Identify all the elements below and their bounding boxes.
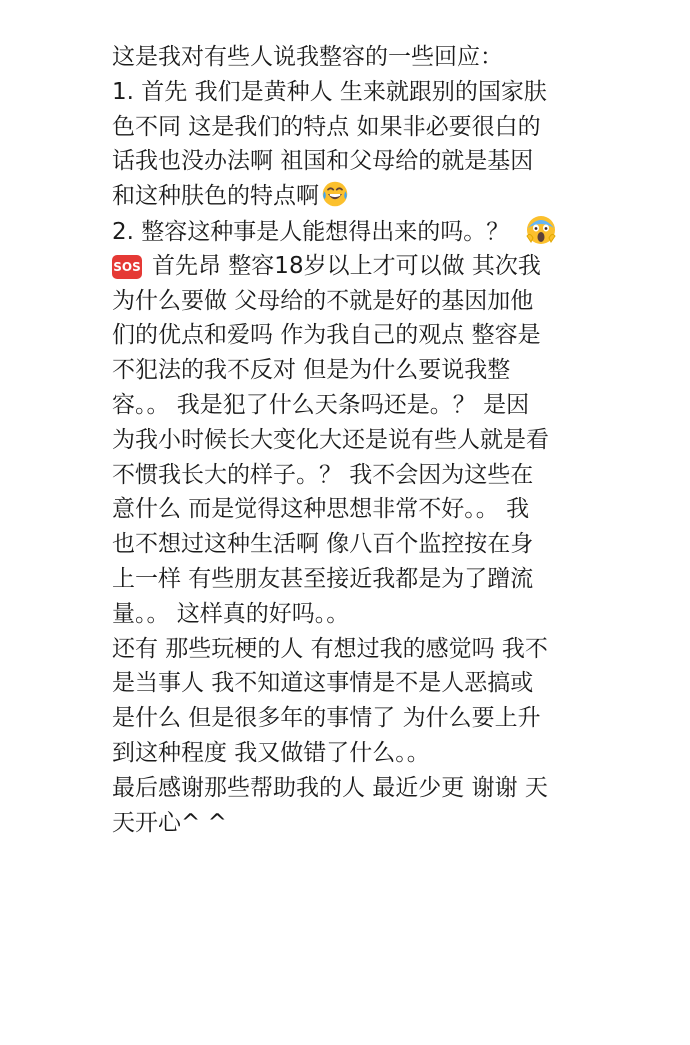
text-line-with-icon (112, 249, 582, 284)
text-line: 不惯我长大的样子。？ 我不会因为这些在 (112, 461, 534, 488)
post-text (112, 40, 582, 840)
text-line: 意什么 而是觉得这种思想非常不好。。 我 (112, 496, 530, 523)
text-line: 1. 首先 我们是黄种人 生来就跟别的国家肤 (112, 78, 547, 105)
text-line: 也不想过这种生活啊 像八百个监控按在身 (112, 531, 534, 558)
text-line: 是当事人 我不知道这事情是不是人恶搞或 (112, 670, 534, 697)
text-line: 为什么要做 父母给的不就是好的基因加他 (112, 287, 534, 314)
text-line: 们的优点和爱吗 作为我自己的观点 整容是 (112, 322, 541, 349)
text-line-with-emoji (112, 214, 582, 249)
sos-button-icon: SOS (112, 255, 142, 279)
text-line: 为我小时候长大变化大还是说有些人就是看 (112, 426, 549, 453)
text-line-content: 和这种肤色的特点啊 (112, 183, 319, 210)
text-line-content: 2. 整容这种事是人能想得出来的吗。？ (112, 218, 510, 245)
text-line: 是什么 但是很多年的事情了 为什么要上升 (112, 705, 541, 732)
text-line: 天开心^ ^ (112, 809, 227, 836)
text-line-content: 首先昂 整容18岁以上才可以做 其次我 (152, 252, 541, 279)
face-with-tears-of-joy-icon (321, 180, 349, 208)
text-line: 不犯法的我不反对 但是为什么要说我整 (112, 357, 511, 384)
text-line: 上一样 有些朋友甚至接近我都是为了蹭流 (112, 565, 534, 592)
text-line: 最后感谢那些帮助我的人 最近少更 谢谢 天 (112, 774, 548, 801)
text-line-with-emoji (112, 179, 582, 214)
text-line: 色不同 这是我们的特点 如果非必要很白的 (112, 113, 541, 140)
face-screaming-in-fear-icon (525, 214, 557, 246)
text-line: 这是我对有些人说我整容的一些回应： (112, 44, 503, 70)
text-line: 还有 那些玩梗的人 有想过我的感觉吗 我不 (112, 635, 548, 662)
text-line: 量。。 这样真的好吗。。 (112, 600, 350, 627)
text-line: 容。。 我是犯了什么天条吗还是。？ 是因 (112, 391, 530, 418)
text-line: 话我也没办法啊 祖国和父母给的就是基因 (112, 148, 534, 175)
text-line: 到这种程度 我又做错了什么。。 (112, 739, 430, 766)
